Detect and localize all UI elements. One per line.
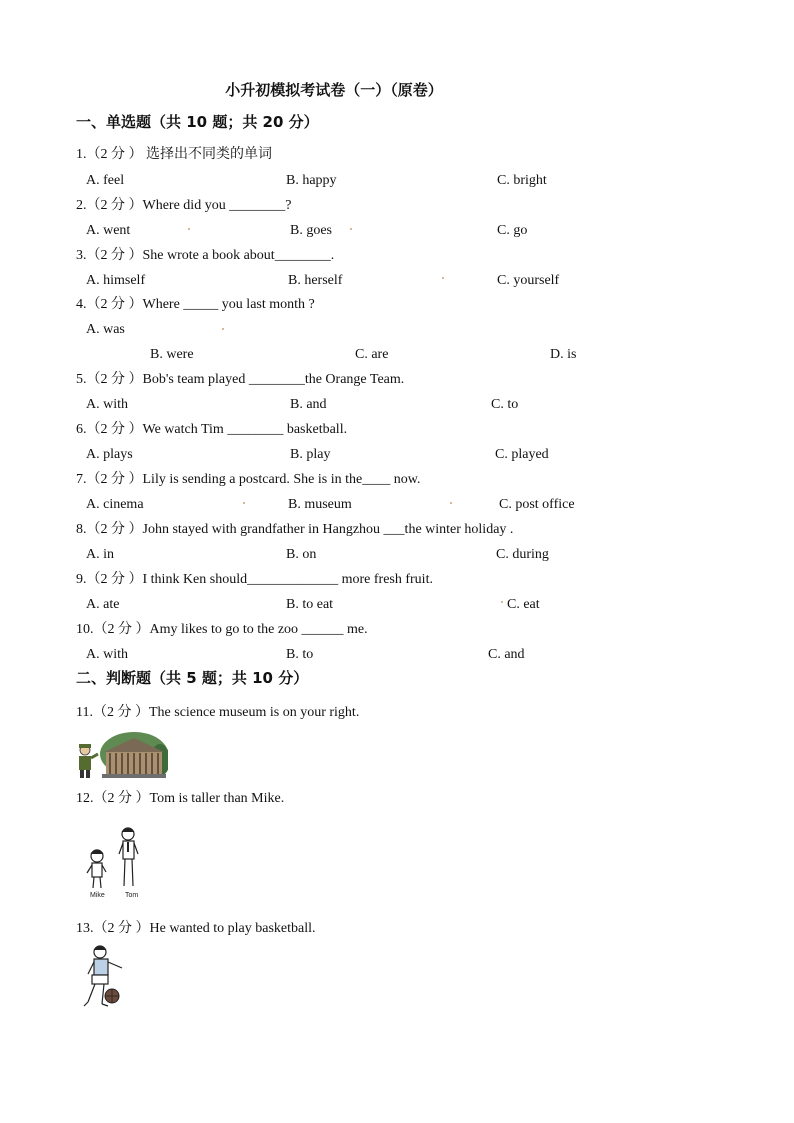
question-stem: 10.（2 分 ）Amy likes to go to the zoo ______ me. [76, 622, 368, 637]
scan-speck [188, 228, 190, 230]
option: C. post office [499, 497, 575, 512]
option: A. feel [86, 173, 125, 188]
option: C. yourself [497, 273, 560, 288]
question-stem: 13.（2 分 ）He wanted to play basketball. [76, 921, 316, 936]
option: B. and [290, 397, 327, 412]
mike-and-tom-illustration [84, 826, 148, 902]
option: A. went [86, 223, 131, 238]
question-stem: 12.（2 分 ）Tom is taller than Mike. [76, 791, 285, 806]
option: B. were [150, 347, 194, 362]
option: A. in [86, 547, 114, 562]
option: A. with [86, 397, 128, 412]
option: C. during [496, 547, 549, 562]
figure-label: Mike [90, 892, 105, 899]
option: C. and [488, 647, 525, 662]
question-stem: 2.（2 分 ）Where did you ________? [76, 198, 292, 213]
scan-speck [243, 502, 245, 504]
figure-label: Tom [125, 892, 139, 899]
science-museum-illustration [76, 730, 168, 778]
option: B. museum [288, 497, 352, 512]
option: C. played [495, 447, 549, 462]
option: A. was [86, 322, 125, 337]
option: B. to [286, 647, 314, 662]
option: B. on [286, 547, 317, 562]
option: A. cinema [86, 497, 144, 512]
question-stem: 8.（2 分 ）John stayed with grandfather in Hangzhou ___the winter holiday . [76, 522, 514, 537]
option: C. to [491, 397, 519, 412]
option: A. plays [86, 447, 133, 462]
question-stem: 4.（2 分 ）Where _____ you last month ? [76, 297, 315, 312]
option: A. ate [86, 597, 120, 612]
option: B. herself [288, 273, 343, 288]
basketball-player-illustration [80, 944, 130, 1012]
page-title: 小升初模拟考试卷（一）（原卷） [225, 81, 443, 99]
question-stem: 11.（2 分 ）The science museum is on your right. [76, 705, 360, 720]
question-stem: 1.（2 分 ） 选择出不同类的单词 [76, 147, 272, 162]
option: C. are [355, 347, 389, 362]
option: D. is [550, 347, 577, 362]
scan-speck [450, 502, 452, 504]
option: B. play [290, 447, 331, 462]
scan-speck [222, 328, 224, 330]
scan-speck [501, 601, 503, 603]
option: C. bright [497, 173, 547, 188]
option: C. eat [507, 597, 540, 612]
option: B. to eat [286, 597, 334, 612]
scan-speck [350, 228, 352, 230]
question-stem: 9.（2 分 ）I think Ken should_____________ more fresh fruit. [76, 572, 433, 587]
option: A. with [86, 647, 128, 662]
option: A. himself [86, 273, 146, 288]
section-heading-single-choice: 一、单选题（共 10 题；共 20 分） [76, 113, 319, 131]
question-stem: 7.（2 分 ）Lily is sending a postcard. She is in the____ now. [76, 472, 421, 487]
question-stem: 5.（2 分 ）Bob's team played ________the Orange Team. [76, 372, 405, 387]
question-stem: 3.（2 分 ）She wrote a book about________. [76, 248, 335, 263]
section-heading-true-false: 二、判断题（共 5 题；共 10 分） [76, 669, 309, 687]
option: B. happy [286, 173, 337, 188]
option: C. go [497, 223, 528, 238]
option: B. goes [290, 223, 332, 238]
question-stem: 6.（2 分 ）We watch Tim ________ basketball. [76, 422, 348, 437]
scan-speck [442, 277, 444, 279]
